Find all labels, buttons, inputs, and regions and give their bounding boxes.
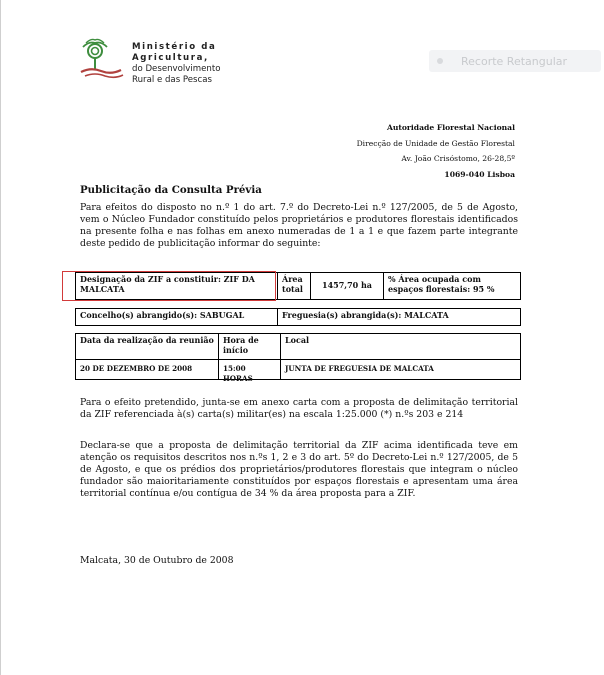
ministry-line-1: Ministério da: [132, 42, 217, 52]
address-block: [357, 120, 515, 182]
concelho-cell: Concelho(s) abrangido(s): SABUGAL: [75, 308, 278, 326]
meeting-place-value: JUNTA DE FREGUESIA DE MALCATA: [280, 359, 521, 380]
forest-percentage-cell: % Área ocupada com espaços florestais: 95 %: [383, 272, 521, 300]
ministry-logo-icon: [77, 38, 127, 80]
signature-line: Malcata, 30 de Outubro de 2008: [80, 555, 234, 566]
freguesia-cell: Freguesia(s) abrangida(s): MALCATA: [277, 308, 521, 326]
selection-highlight: [62, 271, 276, 301]
zif-designation-cell: Designação da ZIF a constituir: ZIF DA MALCATA: [75, 272, 278, 300]
annex-paragraph: Para o efeito pretendido, junta-se em anexo carta com a proposta de delimitação territorial da ZIF referenciada à(s) carta(s) militar(es) na escala 1:25.000 (*) n.ºs 203 e 214: [80, 397, 518, 420]
intro-paragraph: Para efeitos do disposto no n.º 1 do art. 7.º do Decreto-Lei n.º 127/2005, de 5 de Agosto, vem o Núcleo Fundador constituído pelos proprietários e produtores florestais identificados na presente folha e nas folhas em anexo numeradas de 1 a 1 e que fazem parte integrante deste pedido de publicitação informar do seguinte:: [80, 202, 518, 249]
snip-label: Recorte Retangular: [461, 54, 568, 68]
meeting-place-header: Local: [280, 333, 521, 360]
rectangular-snip-button[interactable]: [429, 50, 601, 72]
address-dept: Direcção de Unidade de Gestão Florestal: [356, 138, 515, 148]
document-title: Publicitação da Consulta Prévia: [80, 184, 262, 196]
snip-mode-icon: [437, 58, 443, 64]
ministry-line-3: do Desenvolvimento: [132, 64, 221, 74]
meeting-time-header: Hora de início: [218, 333, 281, 360]
ministry-name: [132, 42, 221, 86]
meeting-date-value: 20 DE DEZEMBRO DE 2008: [75, 359, 219, 380]
address-street: Av. João Crisóstomo, 26-28,5º: [401, 154, 515, 163]
area-value-cell: 1457,70 ha: [310, 272, 384, 300]
ministry-line-4: Rural e das Pescas: [132, 75, 213, 85]
declaration-paragraph: Declara-se que a proposta de delimitação territorial da ZIF acima identificada teve em atenção os requisitos descritos nos n.ºs 1, 2 e 3 do art. 5º do Decreto-Lei n.º 127/2005, de 5 de Agosto, e que os prédios dos proprietários/produtores florestais que integram o núcleo fundador são maioritariamente constituídos por espaços florestais e apresentam uma área territorial contínua e/ou contígua de 34 % da área proposta para a ZIF.: [80, 440, 518, 499]
area-label-cell: Área total: [277, 272, 311, 300]
ministry-line-2: Agricultura,: [132, 53, 209, 63]
address-city: 1069-040 Lisboa: [444, 169, 515, 179]
meeting-time-value: 15:00 HORAS: [218, 359, 281, 380]
address-org: Autoridade Florestal Nacional: [386, 123, 515, 132]
meeting-date-header: Data da realização da reunião: [75, 333, 219, 360]
